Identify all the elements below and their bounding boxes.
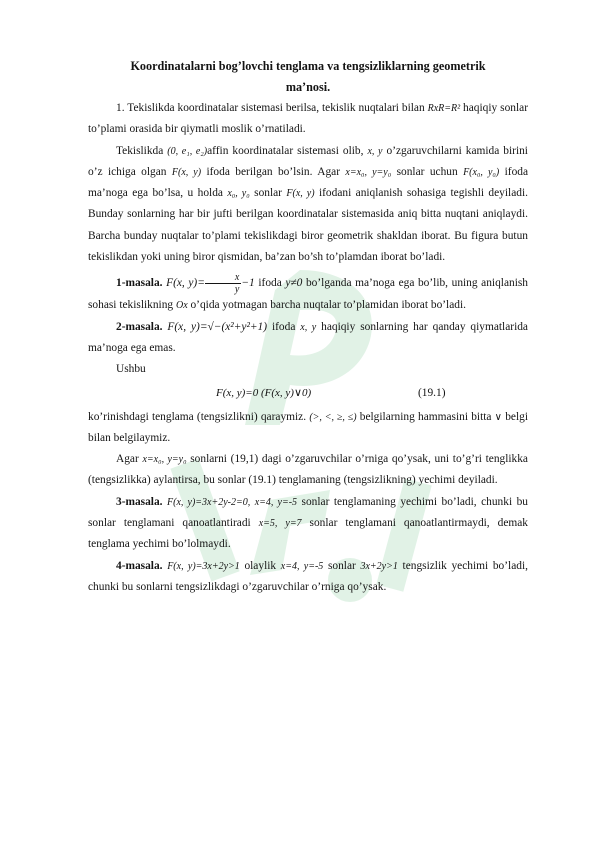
problem-1-fraction-denominator: y [234,284,240,296]
problem-4-formula-b: x=4, y=-5 [280,560,324,572]
title-line-1: Koordinatalarni bog’lovchi tenglama va tengsizliklarning geometrik [130,59,486,73]
problem-3-formula-c: x=5, [258,518,278,530]
paragraph-2 [88,141,528,269]
p3-text-b: belgilarning hammasini bitta [356,410,495,423]
p2-formula-b: x, y [367,145,383,157]
paragraph-1-formula: RxR=R² [427,103,461,114]
paragraph-1-text-a: Tekislikda koordinatalar sistemasi berilsa, tekislik nuqtalari bilan [127,102,428,114]
problem-1-formula-rhs: −1 [241,277,255,290]
problem-4-text-b: sonlar [323,559,361,572]
title-line-2: ma’nosi. [285,80,331,94]
problem-1-formula-lhs: F(x, y)= [166,277,205,290]
problem-2-label: 2-masala. [116,320,163,333]
p2-formula-f: x₀, y₀ [227,188,250,200]
p3-symbols: (>, <, ≥, ≤) [309,411,357,423]
p2-text-b: affin koordinatalar sistemasi olib, [207,144,368,157]
p2-formula-e: F(x₀, y₀) [463,166,500,178]
problem-3-formula-d: y=7 [285,518,302,530]
p3-text-c: belgi bilan belgilaymiz. [88,410,528,444]
paragraph-1-text-b: haqiqiy sonlar to’plami orasida bir qiymatli moslik o’rnatiladi. [88,102,528,136]
problem-4 [88,556,528,599]
p2-text-a: Tekislikda [116,144,168,157]
p3-text-a: ko’rinishdagi tenglama (tengsizlikni) qaraymiz. [88,410,310,423]
p2-formula-g: F(x, y) [286,188,315,200]
problem-3-label: 3-masala. [116,495,163,508]
paragraph-3 [88,407,528,450]
paragraph-1-number: 1. [116,102,125,114]
problem-1-text-b: bo’lganda ma’noga ega bo’lib, uning aniqlanish sohasi tekislikning [88,277,528,312]
p2-text-c: o’zgaruvchilarni kamida birini o’z ichiga olgan [88,144,528,178]
problem-1-fraction-numerator: x [205,272,241,284]
p4-text-a: Agar [116,453,143,466]
paragraph-1 [88,98,528,141]
p2-text-f: ifoda ma’noga ega bo’lsa, u holda [88,165,529,200]
document-page [88,56,528,598]
p3-symbol: ∨ [494,411,502,423]
problem-2-text-b: haqiqiy sonlarning har qanday qiymatlarida ma’noga ega emas. [88,320,528,354]
p2-text-e: sonlar uchun [391,165,464,178]
p2-formula-d: x=x₀, y=y₀ [345,166,392,178]
equation-formula: F(x, y)=0 (F(x, y)∨0) [216,386,312,399]
problem-1-fraction [205,272,241,295]
problem-2-vars: x, y [300,321,317,333]
p2-formula-c: F(x, y) [171,166,202,178]
ushbu-line: Ushbu [116,363,146,376]
problem-2-text-a: ifoda [267,320,301,333]
problem-1-label: 1-masala. [116,277,163,290]
paragraph-4 [88,449,528,492]
problem-3 [88,492,528,556]
problem-1 [88,272,528,316]
problem-3-text-a: sonlar tenglamaning yechimi bo’ladi, chunki bu sonlar tenglamani qanoatlantiradi [88,495,528,530]
problem-2 [88,317,528,360]
problem-3-formula-b: x=4, y=-5 [254,496,298,508]
p2-text-g: sonlar [249,187,287,200]
problem-1-condition: y≠0 [285,277,303,290]
problem-1-text-a: ifoda [254,277,286,290]
problem-4-text-c: tengsizlik yechimi bo’ladi, chunki bu sonlarni tengsizlikdagi o’zgaruvchilar o’rniga qo’ysak. [88,559,528,593]
p4-text-b: sonlarni (19,1) dagi o’zgaruvchilar o’rniga qo’ysak, uni to’g’ri tenglikka (tengsizlikka) aylantirsa, bu sonlar (19.1) tenglamaning (tengsizlikning) yechimi deyiladi. [88,453,528,487]
problem-4-formula-c: 3x+2y>1 [360,560,398,572]
problem-4-text-a: olaylik [239,559,281,572]
problem-1-text-c: o’qida yotmagan barcha nuqtalar to’plamidan iborat bo’ladi. [187,299,466,312]
problem-4-label: 4-masala. [116,559,163,572]
equation-19-1 [88,381,528,407]
p2-formula-a: (0, e₁, e₂) [167,145,208,157]
problem-2-formula: F(x, y)=√−(x²+y²+1) [167,320,268,333]
equation-number: (19.1) [418,386,446,399]
p2-text-h: ifodani aniqlanish sohasiga tegishli deyiladi. Bunday sonlarning har bir jufti berilgan koordinatalar sistemasida aniq bitta nuqtani aniqlaydi. Barcha bunday nuqtalar to’plami tekislikdagi biror geometrik shakldan iborat. Bu figura butun tekislikdan yoki uning biror qismidan, ba’zan bo’sh to’plamdan iborat bo’ladi. [88,187,528,264]
problem-3-text-b: sonlar tenglamani qanoatlantirmaydi, demak tenglama yechimi bo’lolmaydi. [88,517,528,551]
p2-text-d: ifoda berilgan bo’lsin. Agar [201,165,346,178]
problem-1-axis: Ox [175,300,188,312]
p4-formula: x=x₀, y=y₀ [142,454,187,466]
problem-3-formula-a: F(x, y)=3x+2y-2=0, [167,496,251,508]
problem-4-formula-a: F(x, y)=3x+2y>1 [167,560,240,572]
